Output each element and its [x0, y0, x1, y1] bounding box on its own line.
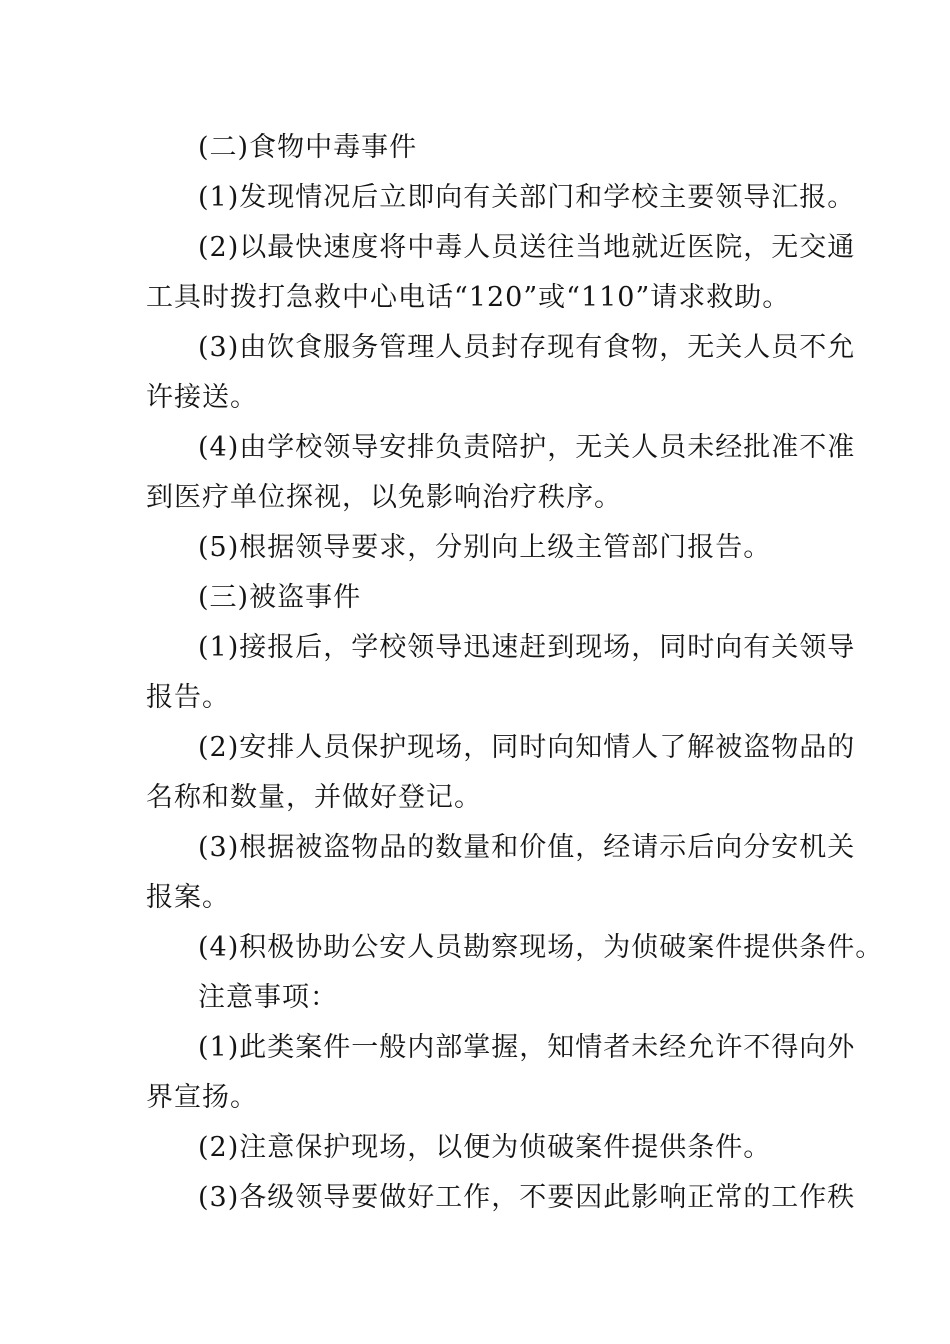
paragraph-line: 工具时拨打急救中心电话“120”或“110”请求救助。 [146, 282, 791, 313]
paragraph-line: 到医疗单位探视，以免影响治疗秩序。 [146, 482, 622, 513]
paragraph-line: (3)根据被盗物品的数量和价值，经请示后向分安机关 [198, 832, 856, 863]
section-heading-food-poisoning: (二)食物中毒事件 [198, 132, 418, 163]
paragraph-line: 报案。 [146, 882, 230, 913]
paragraph-line: (4)由学校领导安排负责陪护，无关人员未经批准不准 [198, 432, 856, 463]
paragraph-line: (1)发现情况后立即向有关部门和学校主要领导汇报。 [198, 182, 856, 213]
paragraph-line: 界宣扬。 [146, 1082, 258, 1113]
paragraph-line: (1)接报后，学校领导迅速赶到现场，同时向有关领导 [198, 632, 856, 663]
paragraph-line: (3)由饮食服务管理人员封存现有食物，无关人员不允 [198, 332, 856, 363]
paragraph-line: 报告。 [146, 682, 230, 713]
paragraph-line: (1)此类案件一般内部掌握，知情者未经允许不得向外 [198, 1032, 856, 1063]
paragraph-line: (4)积极协助公安人员勘察现场，为侦破案件提供条件。 [198, 932, 884, 963]
paragraph-line: (2)注意保护现场，以便为侦破案件提供条件。 [198, 1132, 772, 1163]
section-heading-theft: (三)被盗事件 [198, 582, 362, 613]
paragraph-line: (5)根据领导要求，分别向上级主管部门报告。 [198, 532, 772, 563]
section-heading-notes: 注意事项： [198, 982, 338, 1013]
paragraph-line: (2)以最快速度将中毒人员送往当地就近医院，无交通 [198, 232, 856, 263]
paragraph-line: (2)安排人员保护现场，同时向知情人了解被盗物品的 [198, 732, 856, 763]
paragraph-line: 许接送。 [146, 382, 258, 413]
paragraph-line: (3)各级领导要做好工作，不要因此影响正常的工作秩 [198, 1182, 856, 1213]
paragraph-line: 名称和数量，并做好登记。 [146, 782, 482, 813]
